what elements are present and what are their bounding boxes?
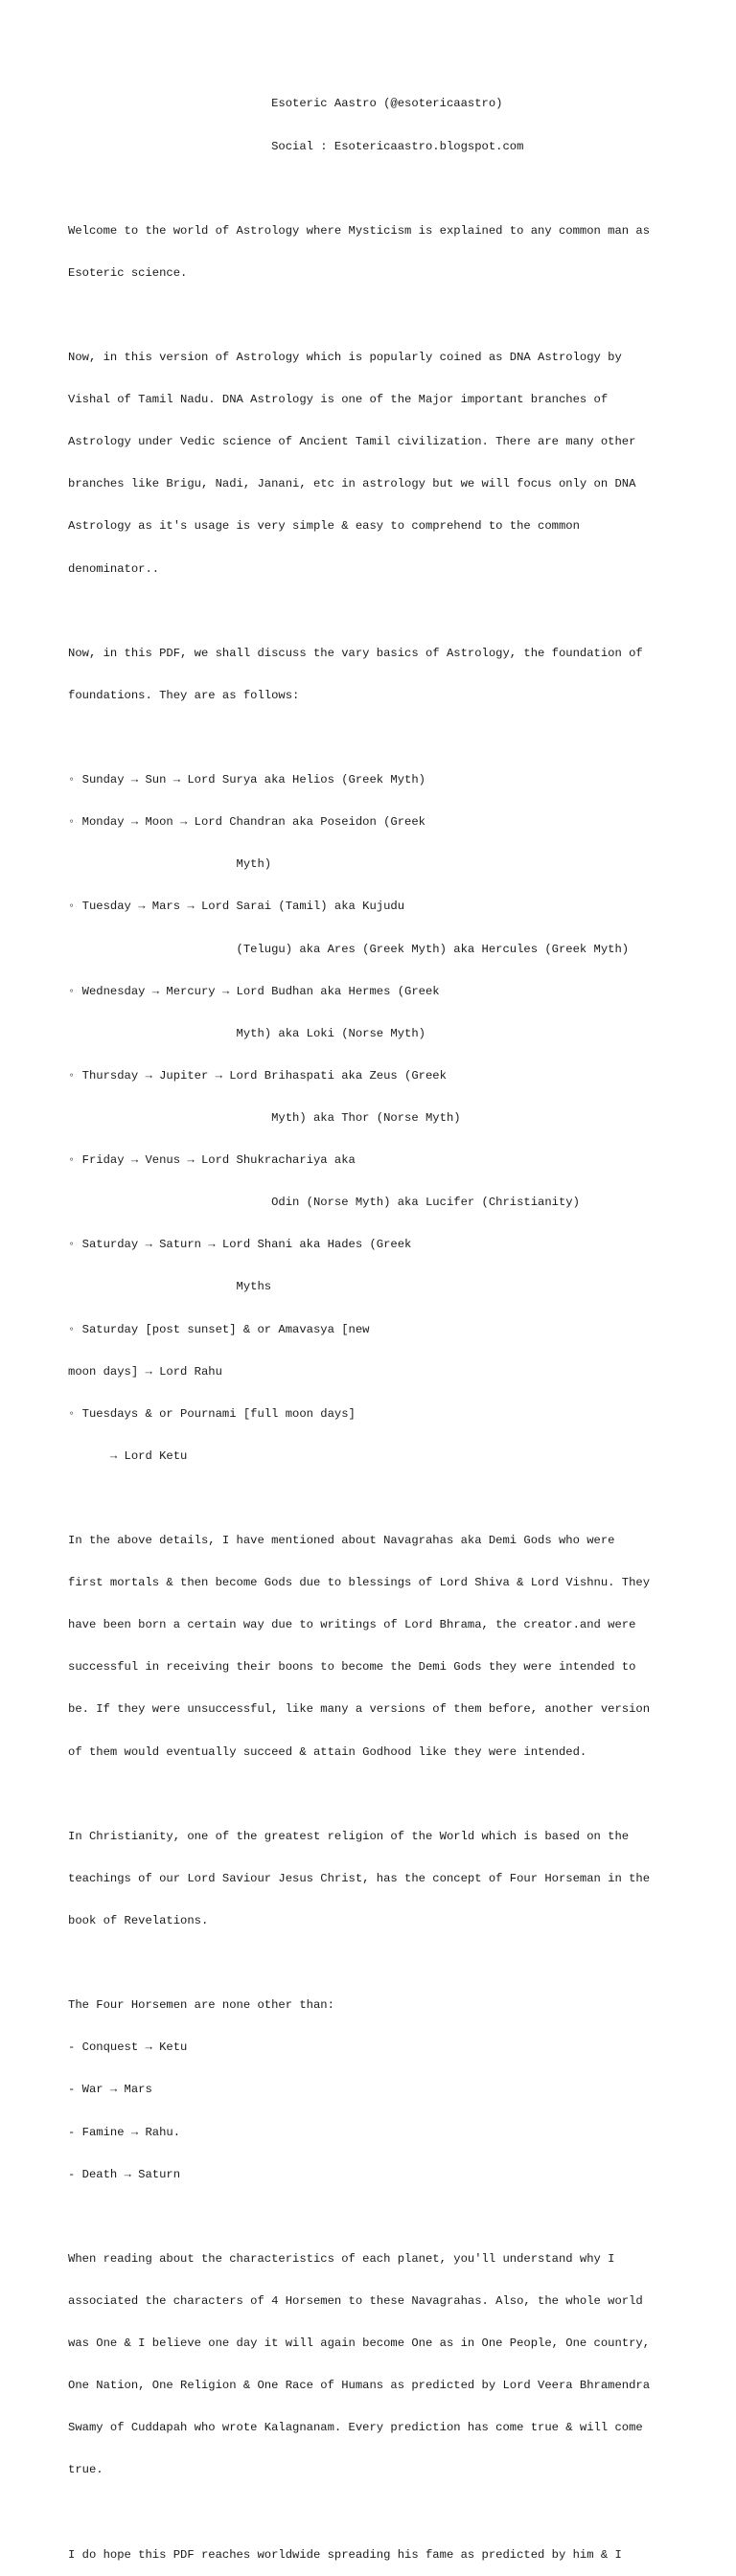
list-item-ketu: ◦ Tuesdays & or Pournami [full moon days] xyxy=(68,1406,356,1421)
characteristics-paragraph-line: When reading about the characteristics of each planet, you'll understand why I xyxy=(68,2251,615,2266)
header-title-line: Esoteric Aastro (@esotericaastro) xyxy=(68,97,503,111)
basics-paragraph-line: foundations. They are as follows: xyxy=(68,688,300,702)
intro-paragraph-line: Welcome to the world of Astrology where Mysticism is explained to any common man as xyxy=(68,223,651,238)
list-item-rahu: ◦ Saturday [post sunset] & or Amavasya [new xyxy=(68,1322,370,1336)
horsemen-item-death: - Death → Saturn xyxy=(68,2167,181,2181)
dna-paragraph-line: Astrology under Vedic science of Ancient Tamil civilization. There are many other xyxy=(68,435,636,449)
list-item-friday-cont: Odin (Norse Myth) aka Lucifer (Christianity) xyxy=(68,1196,580,1210)
horsemen-item-conquest: - Conquest → Ketu xyxy=(68,2040,188,2055)
navagrahas-paragraph-line: successful in receiving their boons to become the Demi Gods they were intended to xyxy=(68,1660,636,1675)
characteristics-paragraph-line: was One & I believe one day it will again become One as in One People, One country, xyxy=(68,2337,651,2351)
list-item-tuesday-cont: (Telugu) aka Ares (Greek Myth) aka Hercules (Greek Myth) xyxy=(68,942,630,956)
dna-paragraph-line: branches like Brigu, Nadi, Janani, etc in astrology but we will focus only on DNA xyxy=(68,477,636,491)
christianity-paragraph-line: book of Revelations. xyxy=(68,1914,209,1928)
blank-line xyxy=(68,731,681,745)
blank-line xyxy=(68,308,681,323)
list-item-monday: ◦ Monday → Moon → Lord Chandran aka Poseidon (Greek xyxy=(68,815,426,830)
list-item-friday: ◦ Friday → Venus → Lord Shukrachariya aka xyxy=(68,1153,356,1168)
navagrahas-paragraph-line: be. If they were unsuccessful, like many a versions of them before, another version xyxy=(68,1702,651,1717)
list-item-monday-cont: Myth) xyxy=(68,857,272,872)
characteristics-paragraph-line: One Nation, One Religion & One Race of Humans as predicted by Lord Veera Bhramendra xyxy=(68,2379,651,2393)
list-item-rahu-cont: moon days] → Lord Rahu xyxy=(68,1364,222,1379)
list-item-wednesday-cont: Myth) aka Loki (Norse Myth) xyxy=(68,1026,426,1040)
list-item-saturday: ◦ Saturday → Saturn → Lord Shani aka Hades (Greek xyxy=(68,1238,412,1252)
list-item-saturday-cont: Myths xyxy=(68,1280,272,1294)
dna-paragraph-line: Now, in this version of Astrology which is popularly coined as DNA Astrology by xyxy=(68,351,622,365)
dna-paragraph-line: Vishal of Tamil Nadu. DNA Astrology is one of the Major important branches of xyxy=(68,393,609,407)
list-item-thursday: ◦ Thursday → Jupiter → Lord Brihaspati aka Zeus (Greek xyxy=(68,1068,447,1083)
characteristics-paragraph-line: true. xyxy=(68,2463,104,2477)
horsemen-heading: The Four Horsemen are none other than: xyxy=(68,1998,334,2013)
list-item-sunday: ◦ Sunday → Sun → Lord Surya aka Helios (Greek Myth) xyxy=(68,773,426,787)
characteristics-paragraph-line: Swamy of Cuddapah who wrote Kalagnanam. Every prediction has come true & will come xyxy=(68,2421,643,2435)
basics-paragraph-line: Now, in this PDF, we shall discuss the vary basics of Astrology, the foundation of xyxy=(68,646,643,660)
navagrahas-paragraph-line: first mortals & then become Gods due to blessings of Lord Shiva & Lord Vishnu. They xyxy=(68,1576,651,1590)
list-item-tuesday: ◦ Tuesday → Mars → Lord Sarai (Tamil) aka Kujudu xyxy=(68,900,405,914)
document-page xyxy=(68,69,681,2576)
list-item-ketu-cont: → Lord Ketu xyxy=(68,1448,188,1463)
dna-paragraph-line: Astrology as it's usage is very simple & easy to comprehend to the common xyxy=(68,519,580,534)
blank-line xyxy=(68,1956,681,1971)
blank-line xyxy=(68,604,681,619)
christianity-paragraph-line: In Christianity, one of the greatest religion of the World which is based on the xyxy=(68,1829,630,1843)
blank-line xyxy=(68,182,681,196)
closing-paragraph-line: I do hope this PDF reaches worldwide spreading his fame as predicted by him & I xyxy=(68,2547,622,2562)
list-item-thursday-cont: Myth) aka Thor (Norse Myth) xyxy=(68,1110,461,1125)
characteristics-paragraph-line: associated the characters of 4 Horsemen to these Navagrahas. Also, the whole world xyxy=(68,2293,643,2308)
navagrahas-paragraph-line: In the above details, I have mentioned about Navagrahas aka Demi Gods who were xyxy=(68,1534,615,1548)
dna-paragraph-line: denominator.. xyxy=(68,561,160,576)
list-item-wednesday: ◦ Wednesday → Mercury → Lord Budhan aka Hermes (Greek xyxy=(68,984,440,998)
blank-line xyxy=(68,1492,681,1506)
blank-line xyxy=(68,1788,681,1802)
horsemen-item-war: - War → Mars xyxy=(68,2083,152,2097)
navagrahas-paragraph-line: have been born a certain way due to writings of Lord Bhrama, the creator.and were xyxy=(68,1618,636,1632)
intro-paragraph-line: Esoteric science. xyxy=(68,265,188,280)
christianity-paragraph-line: teachings of our Lord Saviour Jesus Christ, has the concept of Four Horseman in the xyxy=(68,1871,651,1885)
navagrahas-paragraph-line: of them would eventually succeed & attain Godhood like they were intended. xyxy=(68,1744,587,1759)
blank-line xyxy=(68,2506,681,2520)
header-social-line: Social : Esotericaastro.blogspot.com xyxy=(68,139,524,153)
blank-line xyxy=(68,2210,681,2224)
horsemen-item-famine: - Famine → Rahu. xyxy=(68,2125,181,2139)
